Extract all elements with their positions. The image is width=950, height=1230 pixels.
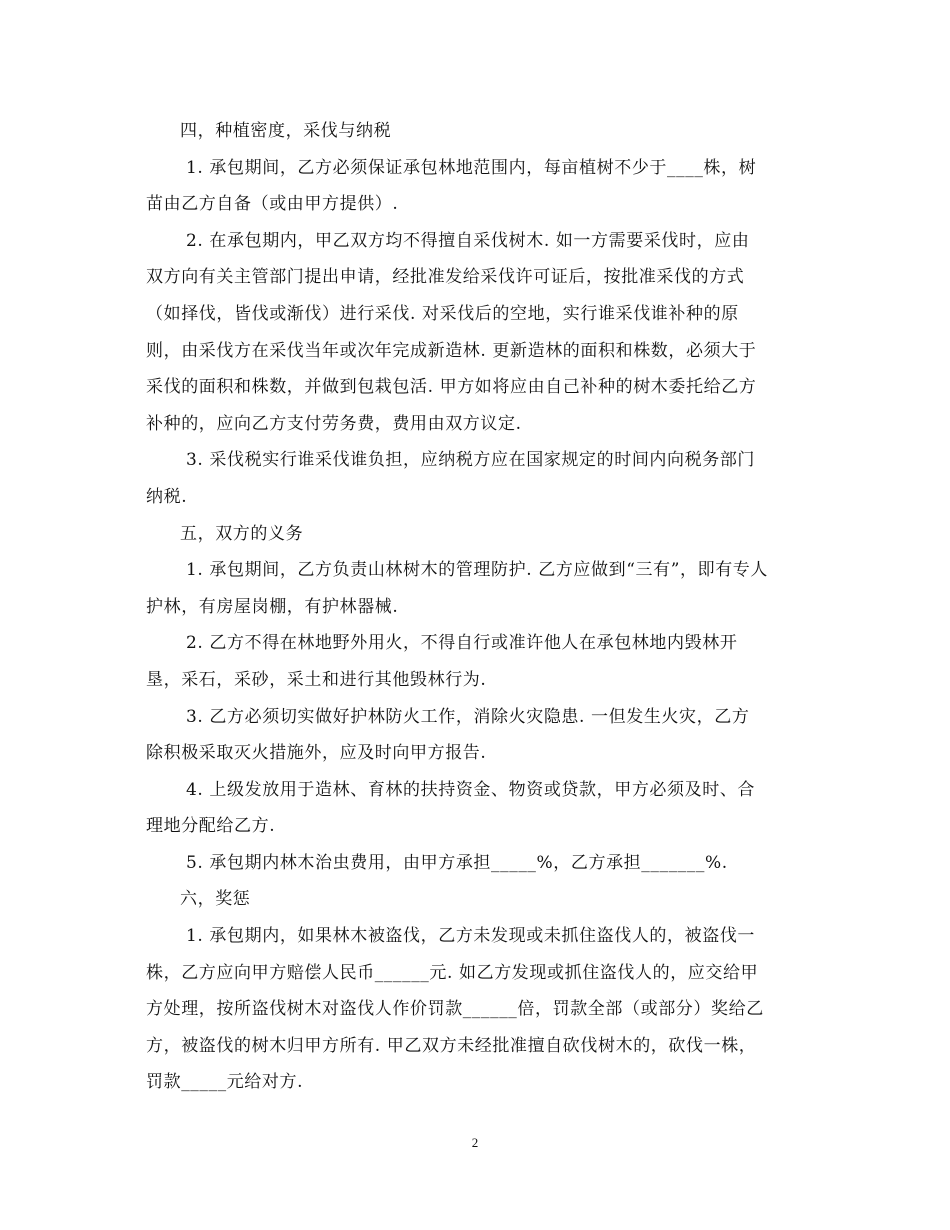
text-line: 方，被盗伐的树木归甲方所有. 甲乙双方未经批准擅自砍伐树木的，砍伐一株， [146, 1035, 757, 1056]
text-line: 纳税. [146, 486, 188, 507]
section-heading: 六，奖惩 [180, 889, 251, 910]
text-line: 5. 承包期内林木治虫费用，由甲方承担_____%，乙方承担_______%. [186, 852, 728, 873]
text-line: 1. 承包期间，乙方必须保证承包林地范围内，每亩植树不少于____株，树 [186, 157, 757, 178]
text-line: 理地分配给乙方. [146, 816, 276, 837]
text-line: 4. 上级发放用于造林、育林的扶持资金、物资或贷款，甲方必须及时、合 [186, 779, 756, 800]
page-number: 2 [471, 1135, 479, 1150]
text-line: 2. 乙方不得在林地野外用火，不得自行或准许他人在承包林地内毁林开 [186, 633, 738, 654]
text-line: 护林，有房屋岗棚，有护林器械. [146, 596, 399, 617]
text-line: 方处理，按所盗伐树木对盗伐人作价罚款______倍，罚款全部（或部分）奖给乙 [146, 999, 764, 1020]
text-line: 株，乙方应向甲方赔偿人民币______元. 如乙方发现或抓住盗伐人的，应交给甲 [146, 962, 759, 983]
text-line: 垦，采石，采砂，采土和进行其他毁林行为. [146, 669, 487, 690]
text-line: 3. 乙方必须切实做好护林防火工作，消除火灾隐患. 一但发生火灾，乙方 [186, 706, 750, 727]
text-line: 3. 采伐税实行谁采伐谁负担，应纳税方应在国家规定的时间内向税务部门 [186, 450, 756, 471]
text-line: 罚款_____元给对方. [146, 1072, 304, 1093]
text-line: 则，由采伐方在采伐当年或次年完成新造林. 更新造林的面积和株数，必须大于 [146, 340, 757, 361]
text-line: 1. 承包期内，如果林木被盗伐，乙方未发现或未抓住盗伐人的，被盗伐一 [186, 926, 756, 947]
text-line: 1. 承包期间，乙方负责山林树木的管理防护. 乙方应做到“三有”，即有专人 [186, 560, 769, 581]
text-line: 双方向有关主管部门提出申请，经批准发给采伐许可证后，按批准采伐的方式 [146, 267, 745, 288]
text-line: 采伐的面积和株数，并做到包栽包活. 甲方如将应由自己补种的树木委托给乙方 [146, 377, 757, 398]
text-line: （如择伐，皆伐或渐伐）进行采伐. 对采伐后的空地，实行谁采伐谁补种的原 [146, 303, 739, 324]
text-line: 苗由乙方自备（或由甲方提供）. [146, 194, 399, 215]
section-heading: 五，双方的义务 [180, 523, 304, 544]
section-heading: 四，种植密度，采伐与纳税 [180, 121, 392, 141]
text-line: 除积极采取灭火措施外，应及时向甲方报告. [146, 743, 487, 764]
text-line: 2. 在承包期内，甲乙双方均不得擅自采伐树木. 如一方需要采伐时，应由 [186, 230, 750, 251]
text-line: 补种的，应向乙方支付劳务费，费用由双方议定. [146, 413, 522, 434]
document-body [146, 113, 810, 1101]
